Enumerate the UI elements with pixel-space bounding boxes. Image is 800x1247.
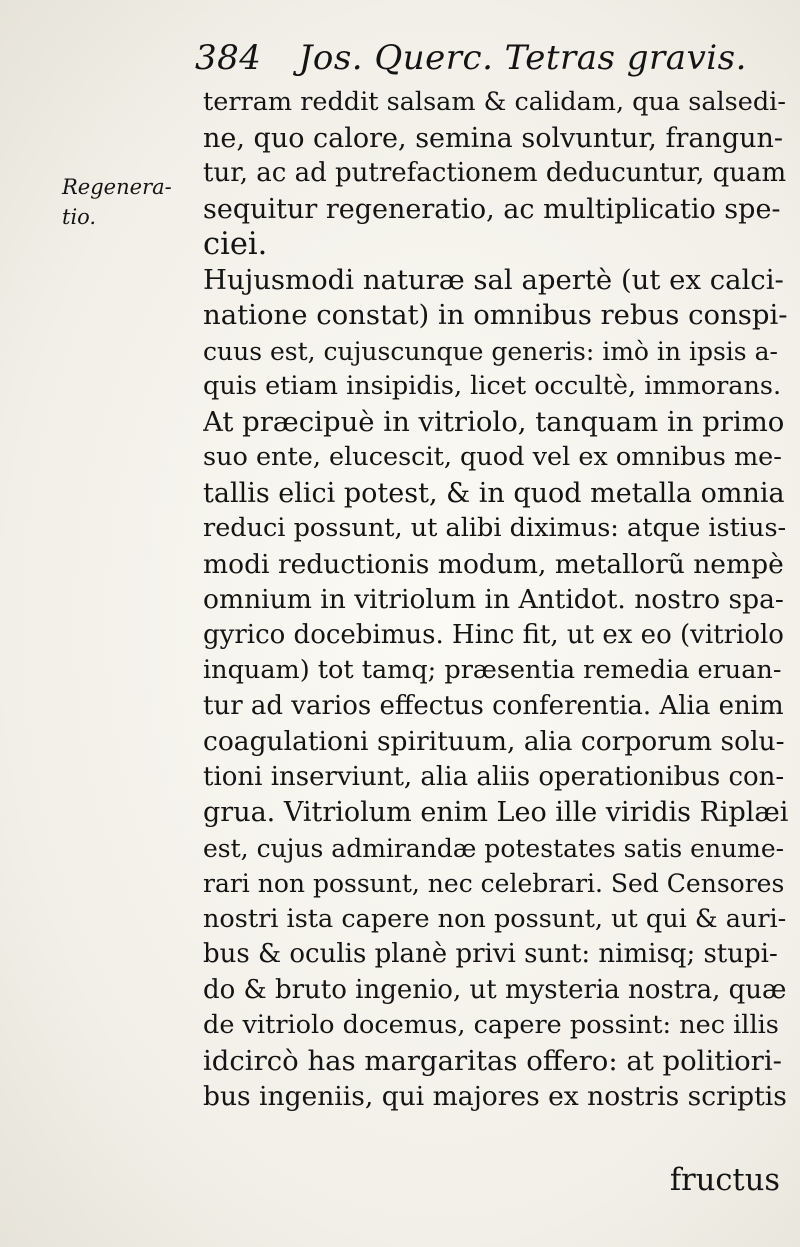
- text-line: inquam) tot tamq; præsentia remedia eruan-: [203, 655, 782, 685]
- text-line: At præcipuè in vitriolo, tanquam in primo: [203, 405, 785, 438]
- text-line: natione constat) in omnibus rebus conspi-: [203, 299, 788, 331]
- text-line: modi reductionis modum, metallorũ nempè: [203, 548, 784, 580]
- text-line: tallis elici potest, & in quod metalla omnia: [203, 477, 785, 509]
- text-line: bus & oculis planè privi sunt: nimisq; stupi-: [203, 939, 778, 969]
- text-line: terram reddit salsam & calidam, qua salsedi-: [203, 87, 786, 117]
- text-line: cuus est, cujuscunque generis: imò in ipsis a-: [203, 336, 778, 366]
- catchword: fructus: [669, 1163, 780, 1198]
- text-line: do & bruto ingenio, ut mysteria nostra, quæ: [203, 974, 787, 1005]
- text-line: coagulationi spirituum, alia corporum solu-: [203, 726, 785, 757]
- text-line: suo ente, elucescit, quod vel ex omnibus me-: [203, 442, 782, 472]
- text-line: omnium in vitriolum in Antidot. nostro spa-: [203, 584, 784, 615]
- text-line: sequitur regeneratio, ac multiplicatio spe-: [203, 193, 781, 225]
- text-line: de vitriolo docemus, capere possint: nec illis: [203, 1010, 779, 1040]
- text-line: nostri ista capere non possunt, ut qui & auri-: [203, 903, 787, 934]
- text-line: grua. Vitriolum enim Leo ille viridis Riplæi: [203, 797, 788, 828]
- running-title: Jos. Querc. Tetras gravis.: [298, 38, 747, 78]
- margin-note: [62, 172, 192, 232]
- text-line: rari non possunt, nec celebrari. Sed Censores: [203, 869, 785, 898]
- text-line: ne, quo calore, semina solvuntur, frangun-: [203, 122, 784, 154]
- text-line: gyrico docebimus. Hinc fit, ut ex eo (vitriolo: [203, 619, 784, 650]
- text-line: reduci possunt, ut alibi diximus: atque istius-: [203, 513, 787, 543]
- margin-note-line: Regenera-: [62, 175, 172, 199]
- running-head: [195, 38, 795, 88]
- margin-note-line: tio.: [62, 205, 97, 229]
- text-line: tur, ac ad putrefactionem deducuntur, quam: [203, 158, 787, 188]
- text-line: bus ingeniis, qui majores ex nostris scriptis: [203, 1081, 787, 1112]
- text-line: ciei.: [203, 227, 268, 262]
- text-line: Hujusmodi naturæ sal apertè (ut ex calci-: [203, 263, 784, 296]
- text-line: tioni inserviunt, alia aliis operationibus con-: [203, 761, 785, 792]
- text-line: quis etiam insipidis, licet occultè, immorans.: [203, 371, 782, 401]
- text-line: est, cujus admirandæ potestates satis enume-: [203, 833, 785, 863]
- body-text: [203, 85, 788, 1115]
- text-line: tur ad varios effectus conferentia. Alia enim: [203, 690, 784, 721]
- page-number: 384: [195, 38, 262, 78]
- text-line: idcircò has margaritas offero: at politiori-: [203, 1044, 782, 1077]
